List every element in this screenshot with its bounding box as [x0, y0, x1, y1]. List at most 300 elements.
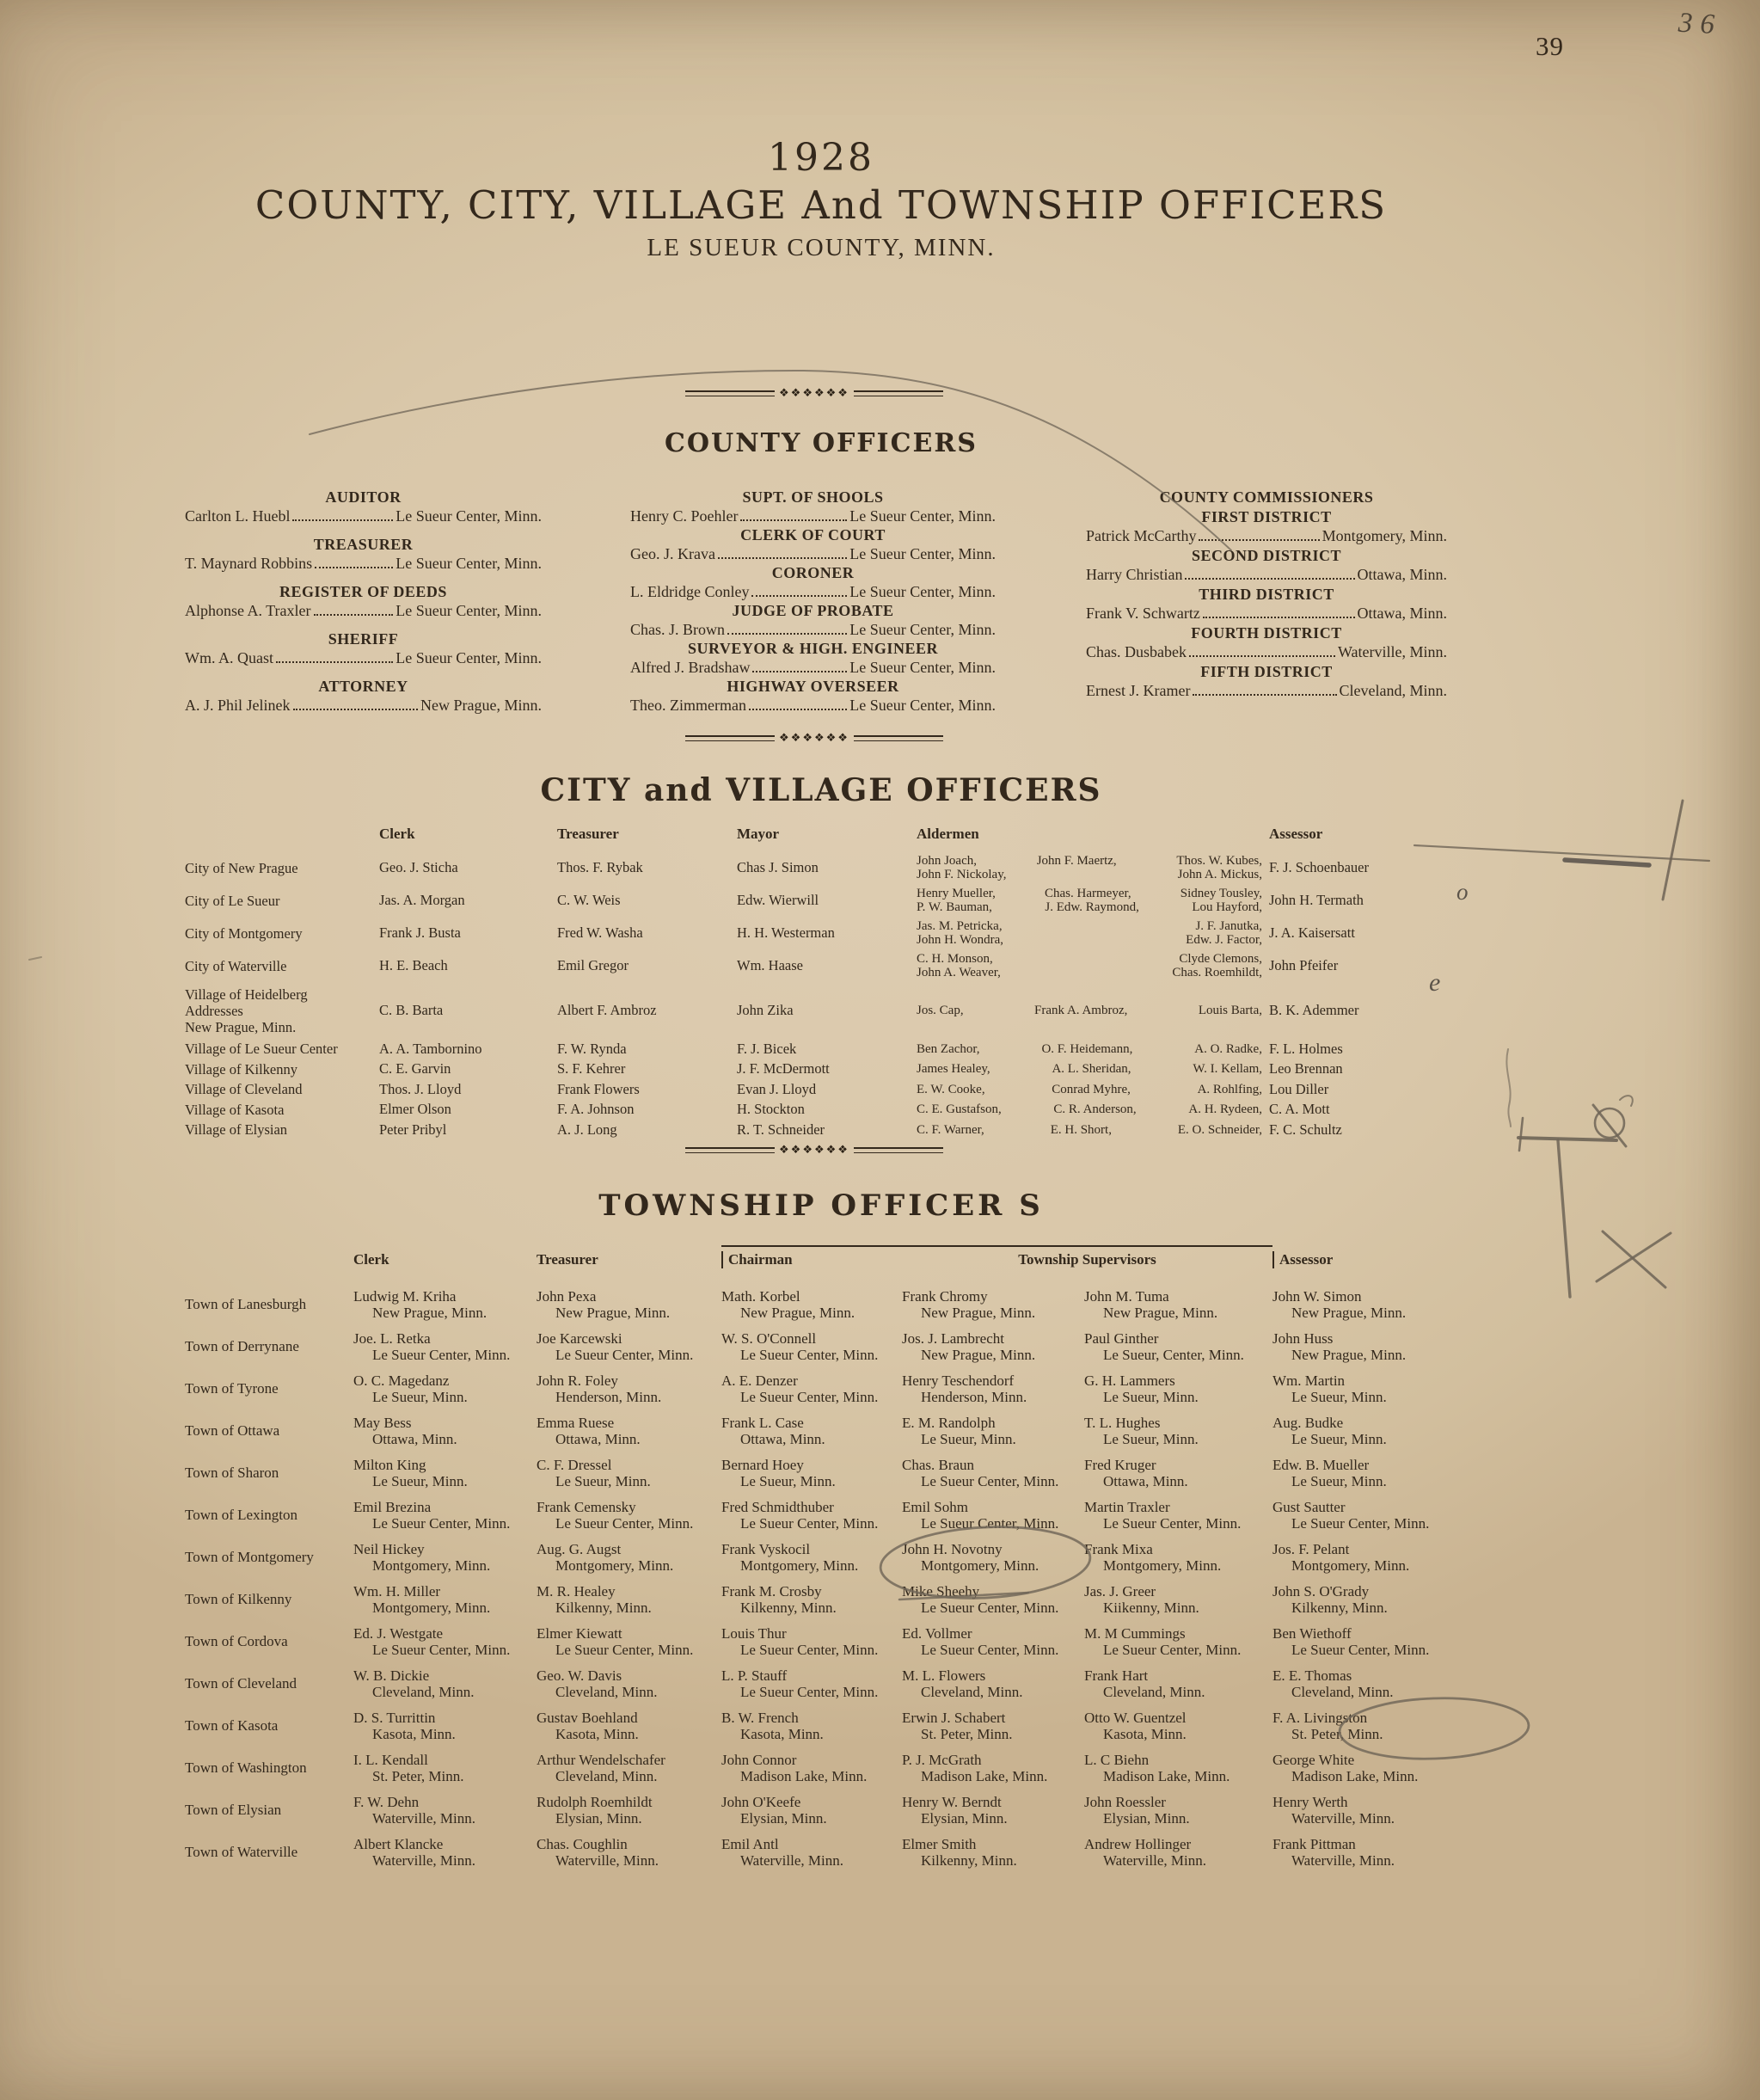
row-label [185, 893, 379, 909]
aldermen-cell [917, 887, 1269, 915]
alderman-name: Sidney Tousley, [1180, 886, 1262, 900]
officer-name: L. C Biehn [1084, 1752, 1150, 1768]
aldermen-line [917, 1042, 1269, 1057]
alderman-name: C. F. Warner, [917, 1122, 984, 1137]
supervisor-cell [1084, 1794, 1272, 1827]
officer-name: M. M Cummings [1084, 1625, 1186, 1642]
supervisor-cell [902, 1457, 1084, 1489]
supervisor-cell [1084, 1415, 1272, 1447]
supervisor-cell [902, 1710, 1084, 1742]
officer-address: Kilkenny, Minn. [740, 1600, 837, 1616]
dotted-leader [1203, 617, 1355, 618]
officer-place: New Prague, Minn. [420, 697, 542, 714]
officer-line [185, 696, 542, 715]
alderman-name: John Joach, [917, 853, 977, 868]
page-subtitle: LE SUEUR COUNTY, MINN. [647, 234, 996, 261]
clerk-cell [353, 1499, 537, 1532]
treasurer-cell [537, 1288, 721, 1321]
assessor-cell: C. A. Mott [1269, 1101, 1330, 1118]
officer-name: Bernard Hoey [721, 1457, 804, 1473]
aldermen-line [917, 919, 1269, 934]
alderman-name: Louis Barta, [1198, 1003, 1262, 1017]
officer-address: Le Sueur Center, Minn. [372, 1347, 511, 1363]
officer-name: Aug. G. Augst [537, 1541, 622, 1557]
officer-name: G. H. Lammers [1084, 1372, 1175, 1389]
officer-name: Louis Thur [721, 1625, 787, 1642]
officer-name: Frank Chromy [902, 1288, 988, 1305]
alderman-name: C. R. Anderson, [1053, 1102, 1137, 1116]
officer-name: Jos. J. Lambrecht [902, 1330, 1004, 1347]
county-officer-entry [185, 488, 542, 525]
officer-address: Montgomery, Minn. [1291, 1557, 1410, 1574]
officer-address: New Prague, Minn. [921, 1305, 1036, 1321]
officer-name: D. S. Turrittin [353, 1710, 436, 1726]
officer-name: Otto W. Guentzel [1084, 1710, 1187, 1726]
row-label: Town of Waterville [185, 1844, 298, 1860]
row-label-line: Addresses [185, 1002, 243, 1019]
pencil-letter-o: o [1456, 879, 1469, 905]
officer-name: Joe. L. Retka [353, 1330, 431, 1347]
assessor-cell [1272, 1667, 1462, 1700]
treasurer-cell: A. J. Long [557, 1121, 617, 1138]
officer-address: St. Peter, Minn. [921, 1726, 1013, 1742]
officer-address: Le Sueur, Minn. [1291, 1389, 1387, 1405]
alderman-name: Jas. M. Petricka, [917, 918, 1003, 933]
chairman-cell [721, 1330, 902, 1363]
row-label: Town of Kilkenny [185, 1591, 292, 1607]
pencil-bracket-horizontal [1518, 1138, 1616, 1140]
clerk-cell [353, 1836, 537, 1869]
officer-address: Le Sueur Center, Minn. [740, 1642, 879, 1658]
officer-name: M. L. Flowers [902, 1667, 986, 1684]
officer-address: Henderson, Minn. [921, 1389, 1027, 1405]
alderman-name: John A. Mickus, [1177, 868, 1262, 881]
dotted-leader [751, 595, 847, 597]
table-row [185, 1794, 1462, 1827]
alderman-name: Frank A. Ambroz, [1034, 1003, 1128, 1017]
officer-name: Henry W. Berndt [902, 1794, 1002, 1810]
divider-rule [685, 735, 775, 741]
clerk-cell [353, 1372, 537, 1405]
table-row [185, 949, 1441, 982]
chairman-cell [721, 1499, 902, 1532]
officer-name: O. C. Magedanz [353, 1372, 450, 1389]
dotted-leader [276, 661, 393, 663]
clerk-cell [353, 1541, 537, 1574]
officer-name: F. A. Livingston [1272, 1710, 1368, 1726]
officer-address: Le Sueur, Minn. [1291, 1473, 1387, 1489]
county-officer-entry [185, 630, 542, 667]
officer-name: Aug. Budke [1272, 1415, 1344, 1431]
officer-name: Frank Pittman [1272, 1836, 1356, 1852]
treasurer-cell [537, 1836, 721, 1869]
row-label-line: Village of Kilkenny [185, 1060, 297, 1078]
office-title: CLERK OF COURT [740, 526, 886, 543]
officer-name: Erwin J. Schabert [902, 1710, 1006, 1726]
table-row [185, 982, 1441, 1039]
officer-address: Madison Lake, Minn. [1291, 1768, 1419, 1784]
divider-rule [854, 735, 943, 741]
officer-name: Frank L. Case [721, 1415, 804, 1431]
aldermen-cell [917, 854, 1269, 882]
chairman-cell [721, 1794, 902, 1827]
row-label-line: Village of Cleveland [185, 1081, 303, 1098]
diamond-ornament-icon: ❖❖❖❖❖❖ [779, 1143, 849, 1157]
officer-address: Madison Lake, Minn. [740, 1768, 868, 1784]
diamond-ornament-icon: ❖❖❖❖❖❖ [779, 386, 849, 400]
table-row [185, 1752, 1462, 1784]
supervisor-cell [902, 1752, 1084, 1784]
alderman-name: J. F. Janutka, [1195, 918, 1262, 933]
county-officer-entry [1086, 586, 1447, 623]
office-title: SHERIFF [328, 630, 399, 648]
alderman-name: E. O. Schneider, [1177, 1122, 1262, 1137]
office-title: REGISTER OF DEEDS [279, 583, 447, 600]
supervisor-cell [902, 1667, 1084, 1700]
supervisor-cell [1084, 1499, 1272, 1532]
officer-address: New Prague, Minn. [740, 1305, 855, 1321]
clerk-cell: Jas. A. Morgan [379, 892, 465, 908]
officer-name: T. L. Hughes [1084, 1415, 1161, 1431]
row-label: Town of Lexington [185, 1507, 298, 1523]
officer-name: Emma Ruese [537, 1415, 615, 1431]
treasurer-cell [537, 1499, 721, 1532]
officer-line [185, 554, 542, 573]
commissioners-group-title: COUNTY COMMISSIONERS [1159, 488, 1374, 506]
row-label: Town of Lanesburgh [185, 1296, 307, 1312]
mayor-cell: J. F. McDermott [737, 1060, 830, 1078]
dotted-leader [292, 519, 393, 521]
officer-name: E. E. Thomas [1272, 1667, 1352, 1684]
officer-line [630, 620, 996, 639]
divider-rule [854, 390, 943, 396]
officer-name: L. Eldridge Conley [630, 583, 750, 600]
row-label [185, 1102, 379, 1118]
county-officer-entry [630, 678, 996, 715]
officer-address: New Prague, Minn. [921, 1347, 1036, 1363]
officer-name: T. Maynard Robbins [185, 555, 313, 572]
officer-place: Le Sueur Center, Minn. [396, 649, 542, 666]
officer-name: Chas. Dusbabek [1086, 643, 1187, 660]
officer-line [1086, 642, 1447, 661]
officer-address: Le Sueur Center, Minn. [740, 1515, 879, 1532]
table-row [185, 851, 1441, 884]
officer-address: Kilkenny, Minn. [1291, 1600, 1388, 1616]
officer-address: Kilkenny, Minn. [555, 1600, 652, 1616]
officer-name: John H. Novotny [902, 1541, 1003, 1557]
col-header-assessor: Assessor [1269, 826, 1323, 842]
assessor-cell: B. K. Ademmer [1269, 1002, 1359, 1018]
officer-name: Frank Hart [1084, 1667, 1149, 1684]
officer-place: Le Sueur Center, Minn. [396, 555, 542, 572]
assessor-cell [1272, 1499, 1462, 1532]
treasurer-cell: Frank Flowers [557, 1080, 640, 1097]
officer-name: Frank Cemensky [537, 1499, 636, 1515]
assessor-cell: Lou Diller [1269, 1080, 1329, 1097]
pencil-cross-dark-segment [1565, 860, 1649, 865]
aldermen-cell [917, 1042, 1269, 1057]
officer-name: Frank V. Schwartz [1086, 605, 1200, 622]
officer-address: New Prague, Minn. [1291, 1347, 1407, 1363]
alderman-name: John A. Weaver, [917, 966, 1001, 979]
treasurer-cell: C. W. Weis [557, 892, 621, 908]
section-divider [685, 1144, 943, 1156]
clerk-cell [353, 1710, 537, 1742]
alderman-name: Edw. J. Factor, [1186, 933, 1262, 947]
supervisor-cell [1084, 1583, 1272, 1616]
officer-name: John M. Tuma [1084, 1288, 1169, 1305]
clerk-cell [353, 1415, 537, 1447]
treasurer-cell [537, 1541, 721, 1574]
supervisor-cell [1084, 1667, 1272, 1700]
supervisor-cell [902, 1625, 1084, 1658]
row-label: Town of Cordova [185, 1633, 288, 1649]
officer-line [185, 601, 542, 620]
aldermen-line [917, 854, 1269, 869]
assessor-cell: F. C. Schultz [1269, 1121, 1342, 1138]
office-title: FIFTH DISTRICT [1200, 663, 1333, 680]
aldermen-line [917, 933, 1269, 948]
aldermen-cell [917, 1083, 1269, 1097]
assessor-cell [1272, 1752, 1462, 1784]
row-label-line: Village of Heidelberg [185, 986, 308, 1003]
table-row [185, 1541, 1462, 1574]
officer-name: Mike Sheehy [902, 1583, 980, 1600]
pencil-circle-slash [1593, 1105, 1626, 1146]
officer-address: Elysian, Minn. [1103, 1810, 1190, 1827]
officer-address: St. Peter, Minn. [372, 1768, 464, 1784]
office-title: JUDGE OF PROBATE [732, 602, 894, 619]
officer-name: Andrew Hollinger [1084, 1836, 1192, 1852]
officer-address: Le Sueur Center, Minn. [921, 1515, 1059, 1532]
officer-address: Ottawa, Minn. [740, 1431, 825, 1447]
header-spacer [185, 826, 379, 851]
officer-name: Jas. J. Greer [1084, 1583, 1156, 1600]
officer-address: Le Sueur Center, Minn. [921, 1473, 1059, 1489]
county-col-0 [185, 488, 542, 725]
officer-address: Madison Lake, Minn. [1103, 1768, 1230, 1784]
chairman-cell [721, 1415, 902, 1447]
officer-name: Ed. J. Westgate [353, 1625, 444, 1642]
alderman-name: James Healey, [917, 1062, 990, 1076]
officer-address: Cleveland, Minn. [921, 1684, 1023, 1700]
dotted-leader [740, 519, 847, 521]
alderman-name: Lou Hayford, [1192, 900, 1262, 914]
officer-place: Le Sueur Center, Minn. [849, 507, 996, 525]
officer-name: Alfred J. Bradshaw [630, 659, 751, 676]
aldermen-line [917, 868, 1269, 882]
officer-name: Frank M. Crosby [721, 1583, 822, 1600]
officer-name: Harry Christian [1086, 566, 1183, 583]
clerk-cell [353, 1752, 537, 1784]
officer-name: Theo. Zimmerman [630, 697, 746, 714]
chairman-cell [721, 1541, 902, 1574]
aldermen-line [917, 900, 1269, 915]
row-label: Town of Elysian [185, 1802, 282, 1818]
clerk-cell: C. B. Barta [379, 1002, 444, 1018]
officer-address: Le Sueur Center, Minn. [921, 1600, 1059, 1616]
officer-name: Ludwig M. Kriha [353, 1288, 457, 1305]
officer-address: Ottawa, Minn. [372, 1431, 457, 1447]
officer-address: Montgomery, Minn. [921, 1557, 1039, 1574]
row-label-line: City of Waterville [185, 957, 287, 974]
table-row [185, 1330, 1462, 1363]
chairman-cell [721, 1457, 902, 1489]
row-label [185, 1081, 379, 1097]
officer-address: Montgomery, Minn. [372, 1557, 491, 1574]
officer-name: Patrick McCarthy [1086, 527, 1197, 544]
county-officer-entry [185, 536, 542, 573]
treasurer-cell: Albert F. Ambroz [557, 1002, 657, 1018]
officer-name: Wm. Martin [1272, 1372, 1346, 1389]
alderman-name: A. Rohlfing, [1197, 1082, 1262, 1096]
aldermen-cell [917, 1004, 1269, 1018]
supervisors-rule [721, 1245, 1272, 1247]
officer-address: Waterville, Minn. [372, 1810, 475, 1827]
officer-address: Le Sueur, Minn. [555, 1473, 651, 1489]
office-title: CORONER [771, 564, 855, 581]
assessor-cell: Leo Brennan [1269, 1060, 1343, 1078]
supervisor-cell [1084, 1372, 1272, 1405]
officer-address: Cleveland, Minn. [555, 1768, 658, 1784]
clerk-cell: Peter Pribyl [379, 1121, 447, 1138]
treasurer-cell [537, 1667, 721, 1700]
treasurer-cell [537, 1752, 721, 1784]
officer-name: Geo. J. Krava [630, 545, 715, 562]
officer-address: Le Sueur Center, Minn. [921, 1642, 1059, 1658]
supervisor-cell [1084, 1330, 1272, 1363]
col-header-clerk: Clerk [379, 826, 415, 842]
officer-address: Cleveland, Minn. [555, 1684, 658, 1700]
officer-address: Le Sueur Center, Minn. [1103, 1642, 1242, 1658]
table-row [185, 1288, 1462, 1321]
chairman-cell [721, 1752, 902, 1784]
officer-address: Kiikenny, Minn. [1103, 1600, 1199, 1616]
row-label: Town of Sharon [185, 1464, 279, 1481]
row-label [185, 958, 379, 974]
clerk-cell [353, 1794, 537, 1827]
officer-line [1086, 526, 1447, 545]
officer-name: George White [1272, 1752, 1355, 1768]
dotted-leader [1193, 694, 1336, 696]
officer-name: Chas. Coughlin [537, 1836, 628, 1852]
office-title: FOURTH DISTRICT [1191, 624, 1342, 642]
clerk-cell [353, 1330, 537, 1363]
officer-name: Albert Klancke [353, 1836, 444, 1852]
officer-name: P. J. McGrath [902, 1752, 982, 1768]
city-village-header-row [185, 826, 1441, 851]
chairman-cell [721, 1625, 902, 1658]
officer-line [1086, 565, 1447, 584]
dotted-leader [1199, 539, 1319, 541]
officer-address: Le Sueur, Center, Minn. [1103, 1347, 1244, 1363]
county-col-2 [1086, 488, 1447, 702]
supervisor-cell [1084, 1288, 1272, 1321]
supervisor-cell [902, 1794, 1084, 1827]
assessor-cell: John Pfeifer [1269, 957, 1339, 973]
officer-name: Gustav Boehland [537, 1710, 638, 1726]
officer-name: John Roessler [1084, 1794, 1166, 1810]
table-row [185, 1710, 1462, 1742]
office-title: SUPT. OF SHOOLS [742, 488, 884, 506]
officer-address: Waterville, Minn. [1291, 1810, 1395, 1827]
officer-name: Fred Schmidthuber [721, 1499, 834, 1515]
officer-address: Montgomery, Minn. [372, 1600, 491, 1616]
officer-address: Le Sueur Center, Minn. [1291, 1642, 1430, 1658]
officer-place: Le Sueur Center, Minn. [849, 659, 996, 676]
mayor-cell: Evan J. Lloyd [737, 1080, 817, 1097]
officer-address: Kasota, Minn. [372, 1726, 456, 1742]
county-col-1 [630, 488, 996, 715]
alderman-name: Conrad Myhre, [1052, 1082, 1131, 1096]
officer-address: Le Sueur Center, Minn. [555, 1642, 694, 1658]
dotted-leader [315, 567, 393, 568]
officer-line [1086, 681, 1447, 700]
treasurer-cell: Emil Gregor [557, 957, 629, 973]
aldermen-line [917, 1102, 1269, 1117]
dotted-leader [314, 614, 394, 616]
county-officer-entry [630, 488, 996, 525]
officer-address: Waterville, Minn. [740, 1852, 843, 1869]
col-header-mayor: Mayor [737, 826, 780, 842]
assessor-cell [1272, 1710, 1462, 1742]
officer-name: Emil Sohm [902, 1499, 968, 1515]
table-row [185, 1625, 1462, 1658]
page-number: 39 [1536, 31, 1564, 61]
aldermen-line [917, 887, 1269, 901]
officer-name: John Pexa [537, 1288, 597, 1305]
supervisor-cell [1084, 1710, 1272, 1742]
officer-place: Montgomery, Minn. [1322, 527, 1447, 544]
officer-name: Gust Sautter [1272, 1499, 1346, 1515]
officer-address: Elysian, Minn. [740, 1810, 827, 1827]
officer-line [630, 544, 996, 563]
officer-name: Emil Brezina [353, 1499, 432, 1515]
alderman-name: A. O. Radke, [1194, 1041, 1262, 1056]
dotted-leader [727, 633, 847, 635]
county-officer-entry [630, 526, 996, 563]
officer-address: New Prague, Minn. [372, 1305, 488, 1321]
officer-name: B. W. French [721, 1710, 799, 1726]
officer-address: Montgomery, Minn. [1103, 1557, 1222, 1574]
office-title: AUDITOR [325, 488, 402, 506]
officer-place: Le Sueur Center, Minn. [849, 545, 996, 562]
row-label: Town of Washington [185, 1759, 307, 1776]
treasurer-cell [537, 1330, 721, 1363]
assessor-cell [1272, 1288, 1462, 1321]
supervisor-cell [902, 1836, 1084, 1869]
alderman-name: C. H. Monson, [917, 951, 993, 966]
officer-name: John Connor [721, 1752, 797, 1768]
county-officer-entry [1086, 624, 1447, 661]
officer-name: John S. O'Grady [1272, 1583, 1370, 1600]
clerk-cell [353, 1583, 537, 1616]
supervisor-cell [1084, 1752, 1272, 1784]
alderman-name: Chas. Harmeyer, [1045, 886, 1131, 900]
county-officer-entry [1086, 663, 1447, 700]
pencil-x-stroke [1603, 1231, 1665, 1287]
treasurer-cell [537, 1372, 721, 1405]
dotted-leader [749, 709, 847, 710]
row-label: Town of Derrynane [185, 1338, 299, 1354]
treasurer-cell [537, 1457, 721, 1489]
officer-name: Ben Wiethoff [1272, 1625, 1352, 1642]
aldermen-line [917, 1123, 1269, 1138]
officer-name: Arthur Wendelschafer [537, 1752, 665, 1768]
clerk-cell: A. A. Tambornino [379, 1040, 482, 1057]
officer-address: Le Sueur Center, Minn. [740, 1389, 879, 1405]
row-label: Town of Tyrone [185, 1380, 279, 1397]
